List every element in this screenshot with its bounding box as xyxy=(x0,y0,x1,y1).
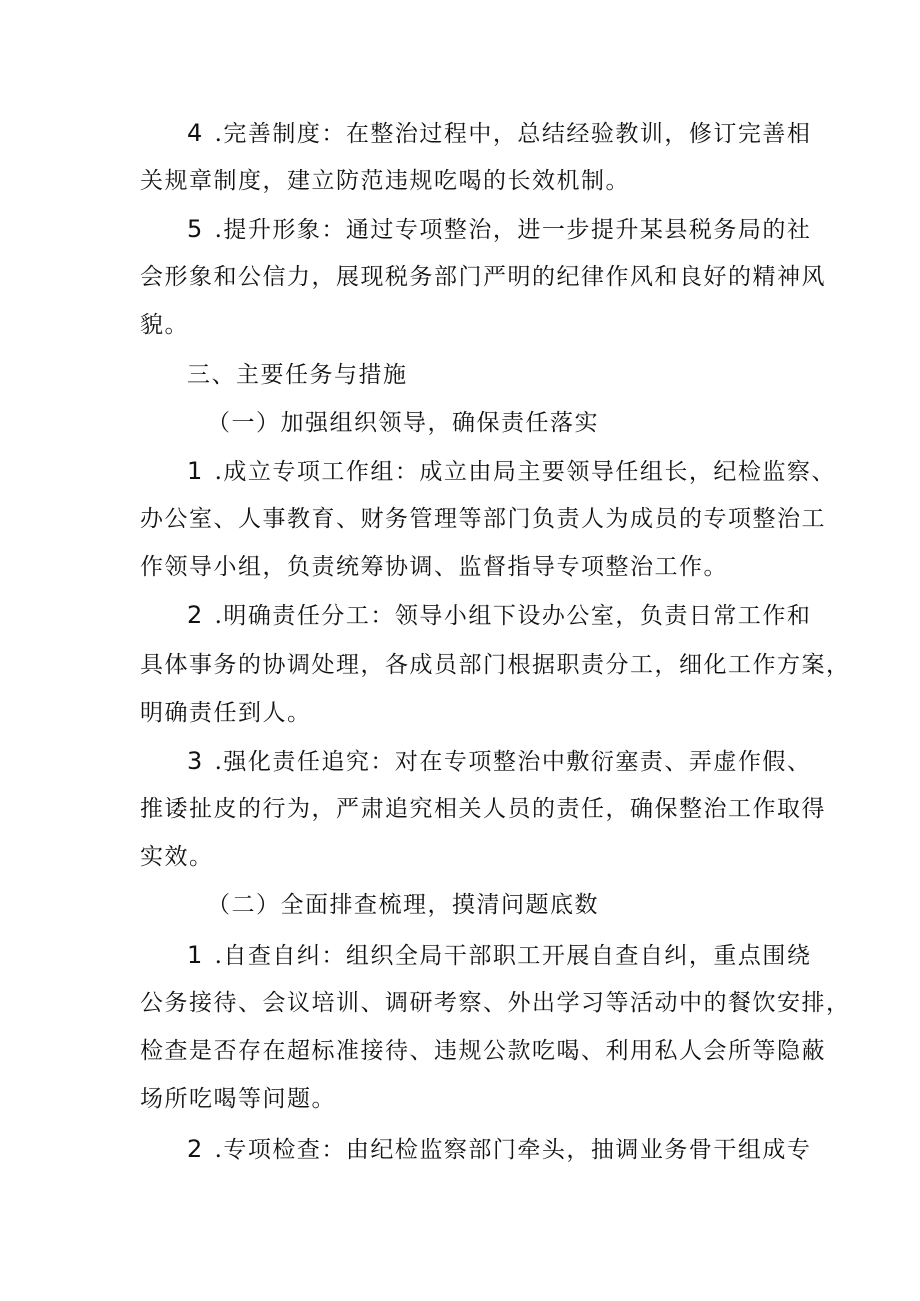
item-3-line-2 xyxy=(140,794,826,824)
item-2-line-3 xyxy=(140,698,312,728)
item-1b-line-4 xyxy=(140,1084,336,1114)
line-text: .自查自纠：组织全局干部职工开展自查自纠，重点围绕 xyxy=(205,943,812,969)
line-text: .完善制度：在整治过程中，总结经验教训，修订完善相 xyxy=(205,121,812,147)
line-text: 会形象和公信力，展现税务部门严明的纪律作风和良好的精神风 xyxy=(140,264,826,290)
item-number: 2 xyxy=(187,601,204,629)
paragraph-4-line-2 xyxy=(140,166,630,196)
line-text: 明确责任到人。 xyxy=(140,700,312,726)
item-number: 1 xyxy=(187,941,204,969)
heading-text: 三、主要任务与措施 xyxy=(187,362,408,388)
item-1-line-2 xyxy=(140,504,826,534)
item-1b-line-3 xyxy=(140,1036,826,1066)
item-3-line-3 xyxy=(140,842,214,872)
line-text: 检查是否存在超标准接待、违规公款吃喝、利用私人会所等隐蔽 xyxy=(140,1038,826,1064)
item-number: 5 xyxy=(187,215,204,243)
line-text: .专项检查：由纪检监察部门牵头，抽调业务骨干组成专 xyxy=(205,1137,812,1163)
line-text: 关规章制度，建立防范违规吃喝的长效机制。 xyxy=(140,168,630,194)
line-text: 办公室、人事教育、财务管理等部门负责人为成员的专项整治工 xyxy=(140,506,826,532)
line-text: 推诿扯皮的行为，严肃追究相关人员的责任，确保整治工作取得 xyxy=(140,796,826,822)
item-number: 3 xyxy=(187,747,204,775)
paragraph-4-line-1 xyxy=(187,118,811,149)
heading-text: （一）加强组织领导，确保责任落实 xyxy=(207,410,599,436)
line-text: 貌。 xyxy=(140,312,189,338)
line-text: 公务接待、会议培训、调研考察、外出学习等活动中的餐饮安排， xyxy=(140,990,851,1016)
line-text: .成立专项工作组：成立由局主要领导任组长，纪检监察、 xyxy=(205,459,836,485)
item-1-line-1 xyxy=(187,456,836,487)
section-heading-3 xyxy=(187,360,408,390)
item-2-line-1 xyxy=(187,600,811,631)
item-1b-line-1 xyxy=(187,940,811,971)
item-3-line-1 xyxy=(187,746,811,777)
line-text: .强化责任追究：对在专项整治中敷衍塞责、弄虚作假、 xyxy=(205,749,812,775)
subsection-heading-2 xyxy=(207,890,599,920)
item-number: 2 xyxy=(187,1135,204,1163)
line-text: 场所吃喝等问题。 xyxy=(140,1086,336,1112)
line-text: .提升形象：通过专项整治，进一步提升某县税务局的社 xyxy=(205,217,812,243)
heading-text: （二）全面排查梳理，摸清问题底数 xyxy=(207,892,599,918)
paragraph-5-line-1 xyxy=(187,214,811,245)
line-text: 作领导小组，负责统筹协调、监督指导专项整治工作。 xyxy=(140,554,728,580)
line-text: 实效。 xyxy=(140,844,214,870)
item-1-line-3 xyxy=(140,552,728,582)
item-1b-line-2 xyxy=(140,988,851,1018)
item-number: 1 xyxy=(187,457,204,485)
item-2b-line-1 xyxy=(187,1134,811,1165)
subsection-heading-1 xyxy=(207,408,599,438)
item-number: 4 xyxy=(187,119,204,147)
line-text: 具体事务的协调处理，各成员部门根据职责分工，细化工作方案， xyxy=(140,652,851,678)
item-2-line-2 xyxy=(140,650,851,680)
paragraph-5-line-3 xyxy=(140,310,189,340)
line-text: .明确责任分工：领导小组下设办公室，负责日常工作和 xyxy=(205,603,812,629)
paragraph-5-line-2 xyxy=(140,262,826,292)
